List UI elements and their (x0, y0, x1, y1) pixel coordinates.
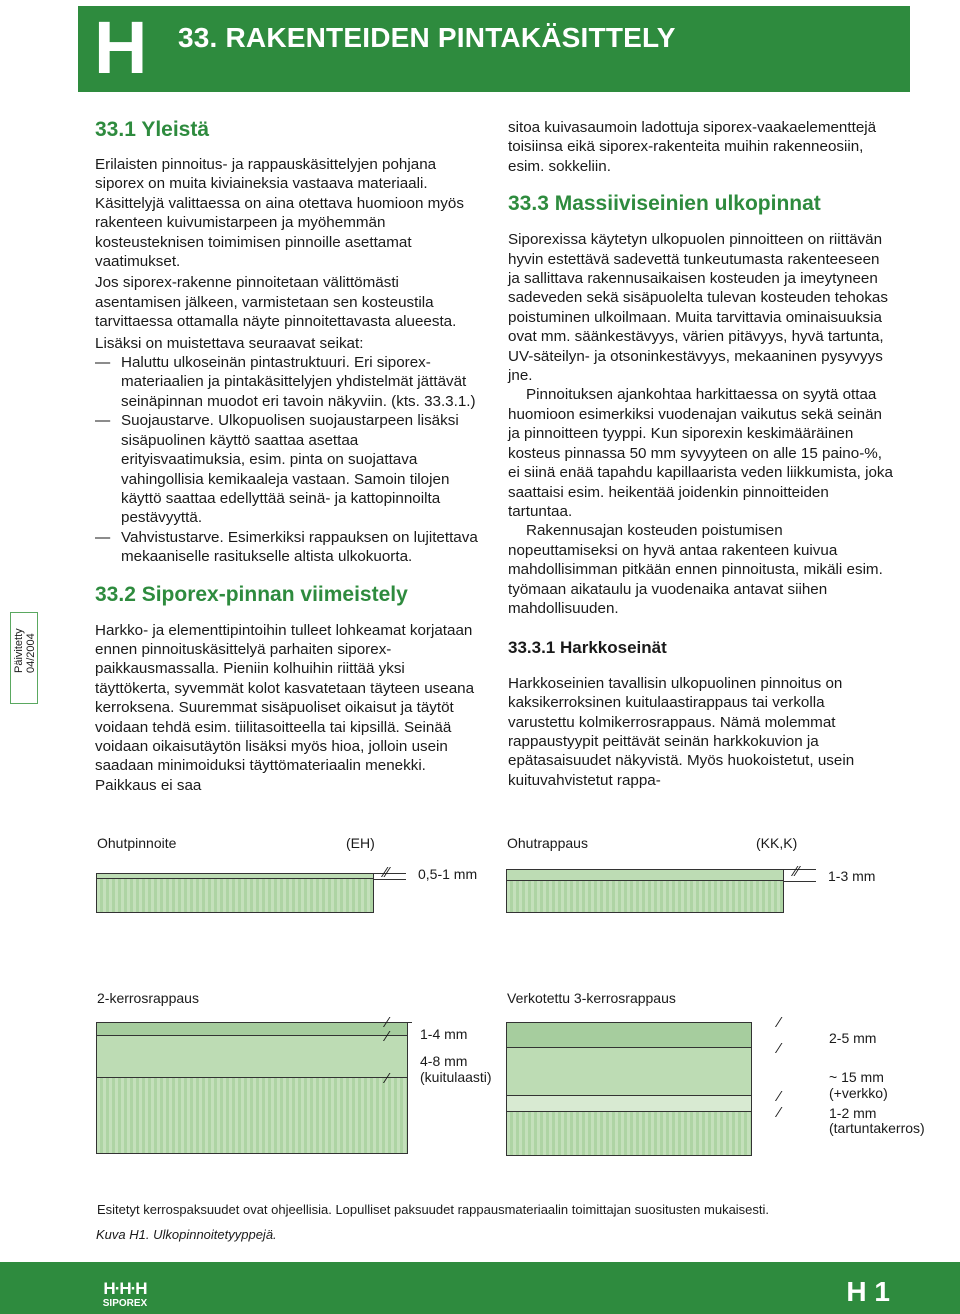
dimension-label: 1-2 mm (tartuntakerros) (829, 1105, 925, 1136)
wall-layer (506, 881, 784, 913)
figure-note: Esitetyt kerrospaksuudet ovat ohjeellisia. Lopulliset paksuudet rappausmateriaalin toimittajan suositusten mukaisesti. (97, 1202, 770, 1217)
paragraph: sitoa kuivasaumoin ladottuja siporex-vaakaelementtejä toisiinsa eikä siporex-rakenteita muihin rakenneosiin, esim. sokkeliin. (508, 119, 877, 175)
paragraph: Lisäksi on muistettava seuraavat seikat: (95, 334, 364, 352)
dimension-tick: ⁄ (386, 1070, 389, 1087)
diagram-2-kerrosrappaus (96, 988, 496, 1158)
diagram-title: Ohutpinnoite (97, 835, 177, 851)
updated-date: 04/2004 (25, 633, 37, 673)
paragraph: Erilaisten pinnoitus- ja rappauskäsittelyjen pohjana siporex on muita kiviaineksia vastaava materiaali. Käsittelyjä valittaessa on aina otettava huomioon myös rakenteen kuivumistarpeen ja myöhemmän kosteusteknisen toimimisen pinnoille asettamat vaatimukset. (95, 156, 464, 271)
chapter-letter: H (94, 6, 148, 89)
diagram-title: Verkotettu 3-kerrosrappaus (507, 990, 676, 1006)
fiber-plaster-layer (96, 1036, 408, 1078)
list-item: — Suojaustarve. Ulkopuolisen suojaustarpeen lisäksi sisäpuolinen käyttö saattaa asettaa erityisvaatimuksia, esim. pinta on suojattava vahingollisia kemikaaleja vastaan. Samoin tilojen käyttö saattaa edellyttää seinä- ja kattopinnoilta pestävyyttä. (95, 411, 480, 527)
paragraph: Rakennusajan kosteuden poistumisen nopeuttamiseksi on hyvä antaa rakenteen kuivua mahdollisimman pitkään ennen pinnoitusta, mikäli esim. työmaan aikataulu ja vuodenaika antavat siihen mahdollisuuden. (508, 522, 883, 617)
list-item: — Vahvistustarve. Esimerkiksi rappauksen on lujitettava mekaaniselle rasitukselle altista ulkokuorta. (95, 528, 480, 567)
heading-33-3: 33.3 Massiiviseinien ulkopinnat (508, 192, 821, 216)
finish-layer (506, 1022, 752, 1048)
dimension-tick: ⁄ (778, 1040, 781, 1057)
logo-brand: SIPOREX (102, 1298, 148, 1309)
heading-33-3-1: 33.3.1 Harkkoseinät (508, 638, 667, 658)
siporex-logo (96, 1280, 154, 1310)
updated-stamp (10, 612, 38, 704)
wall-layer (96, 879, 374, 913)
paragraph: Jos siporex-rakenne pinnoitetaan välittömästi asentamisen jälkeen, varmistetaan sen kosteustila tarvittaessa ottamalla näyte pinnoitettavasta alueesta. (95, 274, 457, 331)
diagram-title: Ohutrappaus (507, 835, 588, 851)
diagram-ohutpinnoite (96, 835, 496, 915)
dimension-tick: ⁄ (386, 1028, 389, 1045)
logo-mark: H·H·H (103, 1279, 147, 1298)
dimension-tick: ⁄⁄ (384, 864, 390, 881)
dimension-tick: ⁄⁄ (794, 863, 800, 880)
finish-layer (96, 1022, 408, 1036)
diagram-ohutrappaus (506, 835, 906, 915)
bonding-layer (506, 1096, 752, 1112)
dimension-label: 0,5-1 mm (418, 866, 478, 882)
dimension-label: 1-3 mm (828, 868, 876, 884)
wall-layer (506, 1112, 752, 1156)
right-column (508, 118, 893, 790)
paragraph: Harkko- ja elementtipintoihin tulleet lohkeamat korjataan ennen pinnoituskäsittelyä parhaiten siporex-paikkausmassalla. Pieniin kolhuihin riittää yksi täyttökerta, syvemmät kolot kasvatetaan täyteen useana kerroksena. Suuremmat sisäpuoliset oikaisut ja täytöt voidaan tehdä esim. tiilitasoitteella tai kipsillä. Seinää voidaan oikaisutäytön lisäksi myös hioa, jolloin usein saadaan minimoiduksi täyttömateriaalin menekki. Paikkaus ei saa (95, 621, 475, 794)
list-item: — Haluttu ulkoseinän pintastruktuuri. Eri siporex-materiaalien ja pintakäsittelyjen yhdistelmät jättävät seinäpinnan muodot eri tavoin näkyviin. (kts. 33.3.1.) (95, 353, 480, 411)
dimension-line (784, 869, 816, 870)
dimension-label: 2-5 mm (829, 1030, 877, 1046)
chapter-title: 33. RAKENTEIDEN PINTAKÄSITTELY (178, 22, 676, 53)
dimension-label: 1-4 mm (420, 1026, 468, 1042)
mesh-plaster-layer (506, 1048, 752, 1096)
dimension-line (374, 873, 406, 874)
heading-33-1: 33.1 Yleistä (95, 118, 210, 141)
dimension-tick: ⁄ (778, 1088, 781, 1105)
updated-label: Päivitetty (13, 628, 25, 673)
paragraph: Siporexissa käytetyn ulkopuolen pinnoitteen on riittävän hyvin estettävä sadevettä tunkeutumasta rakenteeseen ja sallittava rakennusaikaisen kosteuden ja imeytyneen sadeveden sekä sisäpuolelta tulevan kosteuden tehokas poistuminen ulkoilmaan. Muita tarvittavia ominaisuuksia ovat mm. säänkestävyys, värien pitävyys, hyvä tartunta, UV-säteilyn- ja otsoninkestävyys, mekaaninen pysyvyys jne. (508, 231, 888, 385)
page-number: H 1 (846, 1276, 890, 1307)
diagram-3-kerrosrappaus (506, 988, 925, 1158)
dimension-label: 4-8 mm (kuitulaasti) (420, 1053, 492, 1085)
diagram-title: 2-kerrosrappaus (97, 990, 199, 1006)
dimension-tick: ⁄ (778, 1014, 781, 1031)
dimension-line (374, 879, 406, 880)
dimension-tick: ⁄ (778, 1104, 781, 1121)
figure-caption: Kuva H1. Ulkopinnoitetyyppejä. (96, 1227, 277, 1242)
dimension-label: ~ 15 mm (+verkko) (829, 1069, 888, 1101)
diagram-code: (EH) (346, 835, 375, 851)
left-column (95, 118, 480, 795)
plaster-layer (506, 869, 784, 881)
paragraph: Harkkoseinien tavallisin ulkopuolinen pinnoitus on kaksikerroksinen kuitulaastirappaus tai verkolla varustettu kolmikerrosrappaus. Nämä molemmat rappaustyypit peittävät seinän harkkokuvion ja epätasaisuudet näkyvistä. Myös huokoistetut, usein kuituvahvistetut rappa- (508, 674, 855, 789)
diagram-code: (KK,K) (756, 835, 798, 851)
dimension-line (408, 1022, 412, 1023)
page-header (78, 6, 910, 92)
dimension-tick: ⁄ (386, 1014, 389, 1031)
wall-layer (96, 1078, 408, 1154)
dimension-line (784, 881, 816, 882)
heading-33-2: 33.2 Siporex-pinnan viimeistely (95, 582, 408, 606)
paragraph: Pinnoituksen ajankohtaa harkittaessa on syytä ottaa huomioon esimerkiksi vuodenajan vaikutus sekä seinän ja pinnoitteen tyyppi. Kun siporexin keskimääräinen kosteus pinnassa 50 mm syvyyteen on alle 15 paino-%, ei siinä enää tapahdu kapillaarista veden liikkumista, joka saattaisi esim. heikentää joidenkin pinnoitteiden tartuntaa. (508, 386, 893, 520)
